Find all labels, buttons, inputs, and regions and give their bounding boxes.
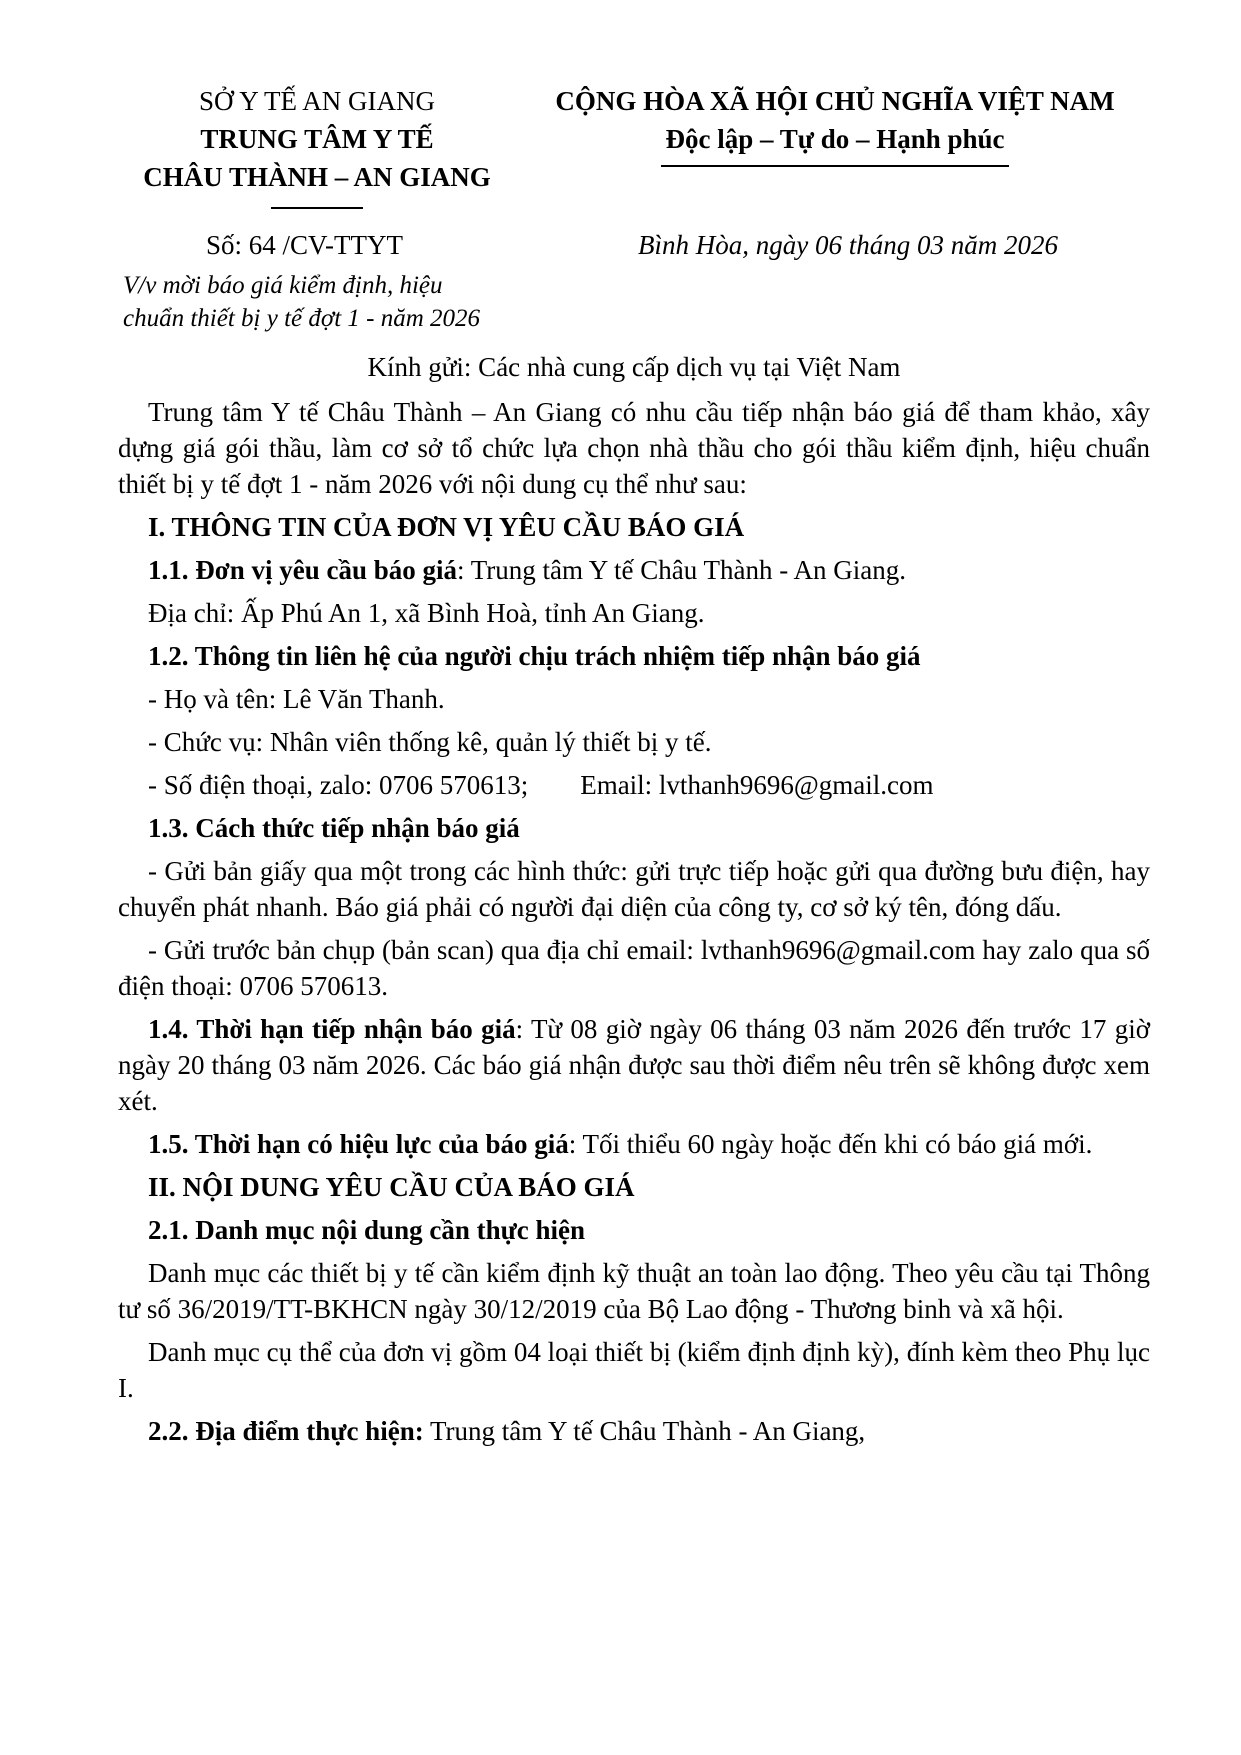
doc-meta-row (118, 227, 1150, 263)
org-name-line2: CHÂU THÀNH – AN GIANG (143, 162, 491, 192)
address-line: Địa chỉ: Ấp Phú An 1, xã Bình Hoà, tỉnh An Giang. (148, 598, 705, 628)
national-header-block (520, 82, 1150, 167)
paragraph-1-3-a: - Gửi bản giấy qua một trong các hình thức: gửi trực tiếp hoặc gửi qua đường bưu điện, hay chuyển phát nhanh. Báo giá phải có người đại diện của công ty, cơ sở ký tên, đóng dấu. (118, 856, 1150, 922)
label-2-2: 2.2. Địa điểm thực hiện: (148, 1416, 424, 1446)
contact-email: Email: lvthanh9696@gmail.com (580, 770, 934, 800)
heading-2-1: 2.1. Danh mục nội dung cần thực hiện (148, 1215, 586, 1245)
text-2-2: Trung tâm Y tế Châu Thành - An Giang, (423, 1416, 866, 1446)
subject-line-2: chuẩn thiết bị y tế đợt 1 - năm 2026 (123, 305, 481, 332)
contact-name-line: - Họ và tên: Lê Văn Thanh. (148, 684, 445, 714)
label-1-4: 1.4. Thời hạn tiếp nhận báo giá (148, 1014, 516, 1044)
org-name-line1: TRUNG TÂM Y TẾ (200, 124, 434, 154)
national-title: CỘNG HÒA XÃ HỘI CHỦ NGHĨA VIỆT NAM (555, 86, 1115, 116)
org-divider-rule (271, 207, 363, 209)
paragraph-2-2 (118, 1413, 1150, 1449)
label-1-1: 1.1. Đơn vị yêu cầu báo giá (148, 555, 457, 585)
heading-1-3: 1.3. Cách thức tiếp nhận báo giá (148, 813, 520, 843)
contact-phone: - Số điện thoại, zalo: 0706 570613; (148, 770, 529, 800)
subject-line-1: V/v mời báo giá kiểm định, hiệu (123, 272, 443, 299)
text-1-1: : Trung tâm Y tế Châu Thành - An Giang. (456, 555, 906, 585)
document-number: Số: 64 /CV-TTYT (206, 230, 404, 260)
paragraph-2-1-a: Danh mục các thiết bị y tế cần kiểm định kỹ thuật an toàn lao động. Theo yêu cầu tại Thông tư số 36/2019/TT-BKHCN ngày 30/12/2019 của Bộ Lao động - Thương binh và xã hội. (118, 1258, 1150, 1324)
salutation: Kính gửi: Các nhà cung cấp dịch vụ tại Việt Nam (367, 352, 901, 382)
section-2-heading: II. NỘI DUNG YÊU CẦU CỦA BÁO GIÁ (148, 1172, 635, 1202)
issuing-org-block (118, 82, 516, 209)
contact-role-line: - Chức vụ: Nhân viên thống kê, quản lý thiết bị y tế. (148, 727, 712, 757)
motto-divider-rule (661, 165, 1009, 167)
national-motto: Độc lập – Tự do – Hạnh phúc (665, 124, 1005, 154)
text-1-4: : Từ 08 giờ ngày 06 tháng 03 năm 2026 đến trước 17 giờ ngày 20 tháng 03 năm 2026. Các báo giá nhận được sau thời điểm nêu trên sẽ không được xem xét. (118, 1014, 1150, 1116)
text-1-5: : Tối thiểu 60 ngày hoặc đến khi có báo giá mới. (568, 1129, 1093, 1159)
letterhead (118, 82, 1150, 209)
contact-phone-email-line (118, 767, 1150, 803)
label-1-5: 1.5. Thời hạn có hiệu lực của báo giá (148, 1129, 569, 1159)
parent-org-name: SỞ Y TẾ AN GIANG (199, 86, 435, 116)
paragraph-1-5 (118, 1126, 1150, 1162)
section-1-heading: I. THÔNG TIN CỦA ĐƠN VỊ YÊU CẦU BÁO GIÁ (148, 512, 745, 542)
intro-paragraph: Trung tâm Y tế Châu Thành – An Giang có nhu cầu tiếp nhận báo giá để tham khảo, xây dựng giá gói thầu, làm cơ sở tổ chức lựa chọn nhà thầu cho gói thầu kiểm định, hiệu chuẩn thiết bị y tế đợt 1 - năm 2026 với nội dung cụ thể như sau: (118, 397, 1150, 499)
paragraph-2-1-b: Danh mục cụ thể của đơn vị gồm 04 loại thiết bị (kiểm định định kỳ), đính kèm theo Phụ lục I. (118, 1337, 1150, 1403)
heading-1-2: 1.2. Thông tin liên hệ của người chịu trách nhiệm tiếp nhận báo giá (148, 641, 921, 671)
subject-block (123, 269, 1150, 335)
paragraph-1-4 (118, 1011, 1150, 1119)
paragraph-1-3-b: - Gửi trước bản chụp (bản scan) qua địa chỉ email: lvthanh9696@gmail.com hay zalo qua số điện thoại: 0706 570613. (118, 935, 1150, 1001)
place-and-date: Bình Hòa, ngày 06 tháng 03 năm 2026 (638, 230, 1058, 260)
paragraph-1-1 (118, 552, 1150, 588)
